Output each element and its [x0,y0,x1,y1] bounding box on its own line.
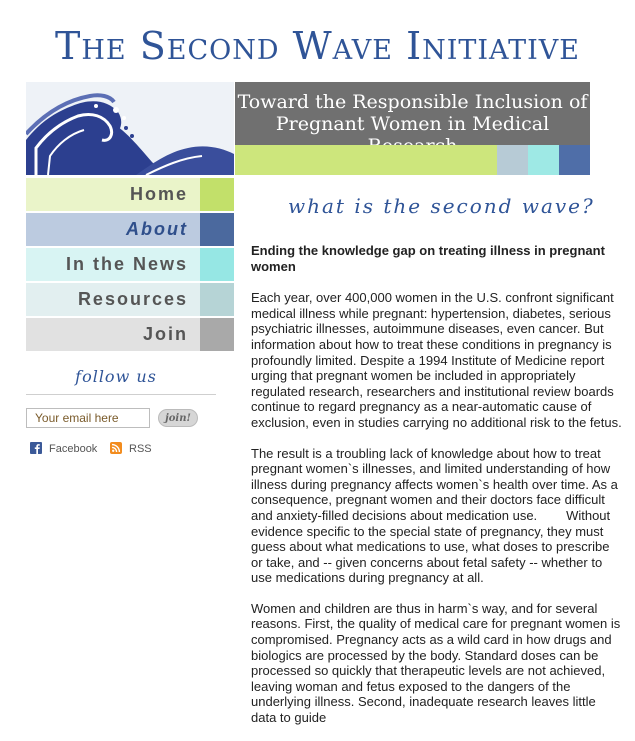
nav-swatch-about [200,213,234,246]
tagline-line-2: Pregnant Women in Medical [275,113,550,135]
facebook-label: Facebook [49,443,98,455]
nav-label-resources: Resources [77,289,188,309]
nav-swatch-home [200,178,234,211]
article-paragraph: The result is a troubling lack of knowledge about how to treat pregnant women`s illnesses, and limited understanding of how illness during pregnancy affects women`s health over time. As a consequence, pregnant women and their doctors face difficult and anxiety-filled decisions about medication use. Without evidence specific to the special state of pregnancy, they must guess about what medications to use, what doses to prescribe or take, and -- given concerns about fetal safety -- whether to use medications during pregnancy at all. [251,445,622,586]
facebook-icon [30,442,42,454]
rss-label: RSS [129,443,152,455]
wave-illustration [26,82,234,175]
nav-label-about: About [126,219,188,239]
banner-tagline [235,82,590,145]
nav-item-home[interactable] [26,178,234,211]
nav-swatch-join [200,318,234,351]
rss-link[interactable] [110,441,152,457]
tagline-line-1: Toward the Responsible Inclusion of [237,91,588,113]
nav-swatch-in-the-news [200,248,234,281]
nav-label-home: Home [129,184,188,204]
rss-icon [110,442,122,454]
article-body [251,243,623,741]
article-paragraph: Women and children are thus in harm`s way, and for several reasons. First, the quality of medical care for pregnant women is compromised. Pregnancy acts as a wild card in how drugs and biologics are processed by the body. Standard doses can be processed so quickly that therapeutic levels are not achieved, leaving woman and fetus exposed to the dangers of the underlying illness. Second, inadequate research leaves little data to guide [251,600,621,726]
article-paragraph: Each year, over 400,000 women in the U.S. confront significant medical illness while pregnant: hypertension, diabetes, serious psychiatric illnesses, autoimmune diseases, even cancer. But information about how to treat these conditions in pregnancy is profoundly limited. Despite a 1994 Institute of Medicine report urging that pregnant women be included in appropriately regulated research, researchers and institutional review boards continue to regard pregnancy as a near-automatic cause of exclusion, even in studies carrying no additional risk to the fetus. [251,290,622,430]
nav-label-join: Join [142,324,188,344]
divider [26,394,216,395]
banner-stripe-aqua [528,145,559,175]
facebook-link[interactable] [30,441,97,457]
nav-item-join[interactable] [26,318,234,351]
page-heading: what is the second wave? [288,194,595,218]
nav-item-resources[interactable] [26,283,234,316]
join-button[interactable]: join! [158,409,198,427]
follow-us-heading: follow us [75,367,157,386]
email-field[interactable] [26,408,150,428]
banner-stripe-blue [559,145,590,175]
nav-item-in-the-news[interactable] [26,248,234,281]
nav-label-in-the-news: In the News [65,254,188,274]
article-subhead: Ending the knowledge gap on treating illness in pregnant women [251,243,605,274]
site-title[interactable]: The Second Wave Initiative [55,24,580,68]
nav-swatch-resources [200,283,234,316]
nav-item-about[interactable] [26,213,234,246]
banner-stripe-slate [497,145,528,175]
banner-stripe-lime [235,145,497,175]
